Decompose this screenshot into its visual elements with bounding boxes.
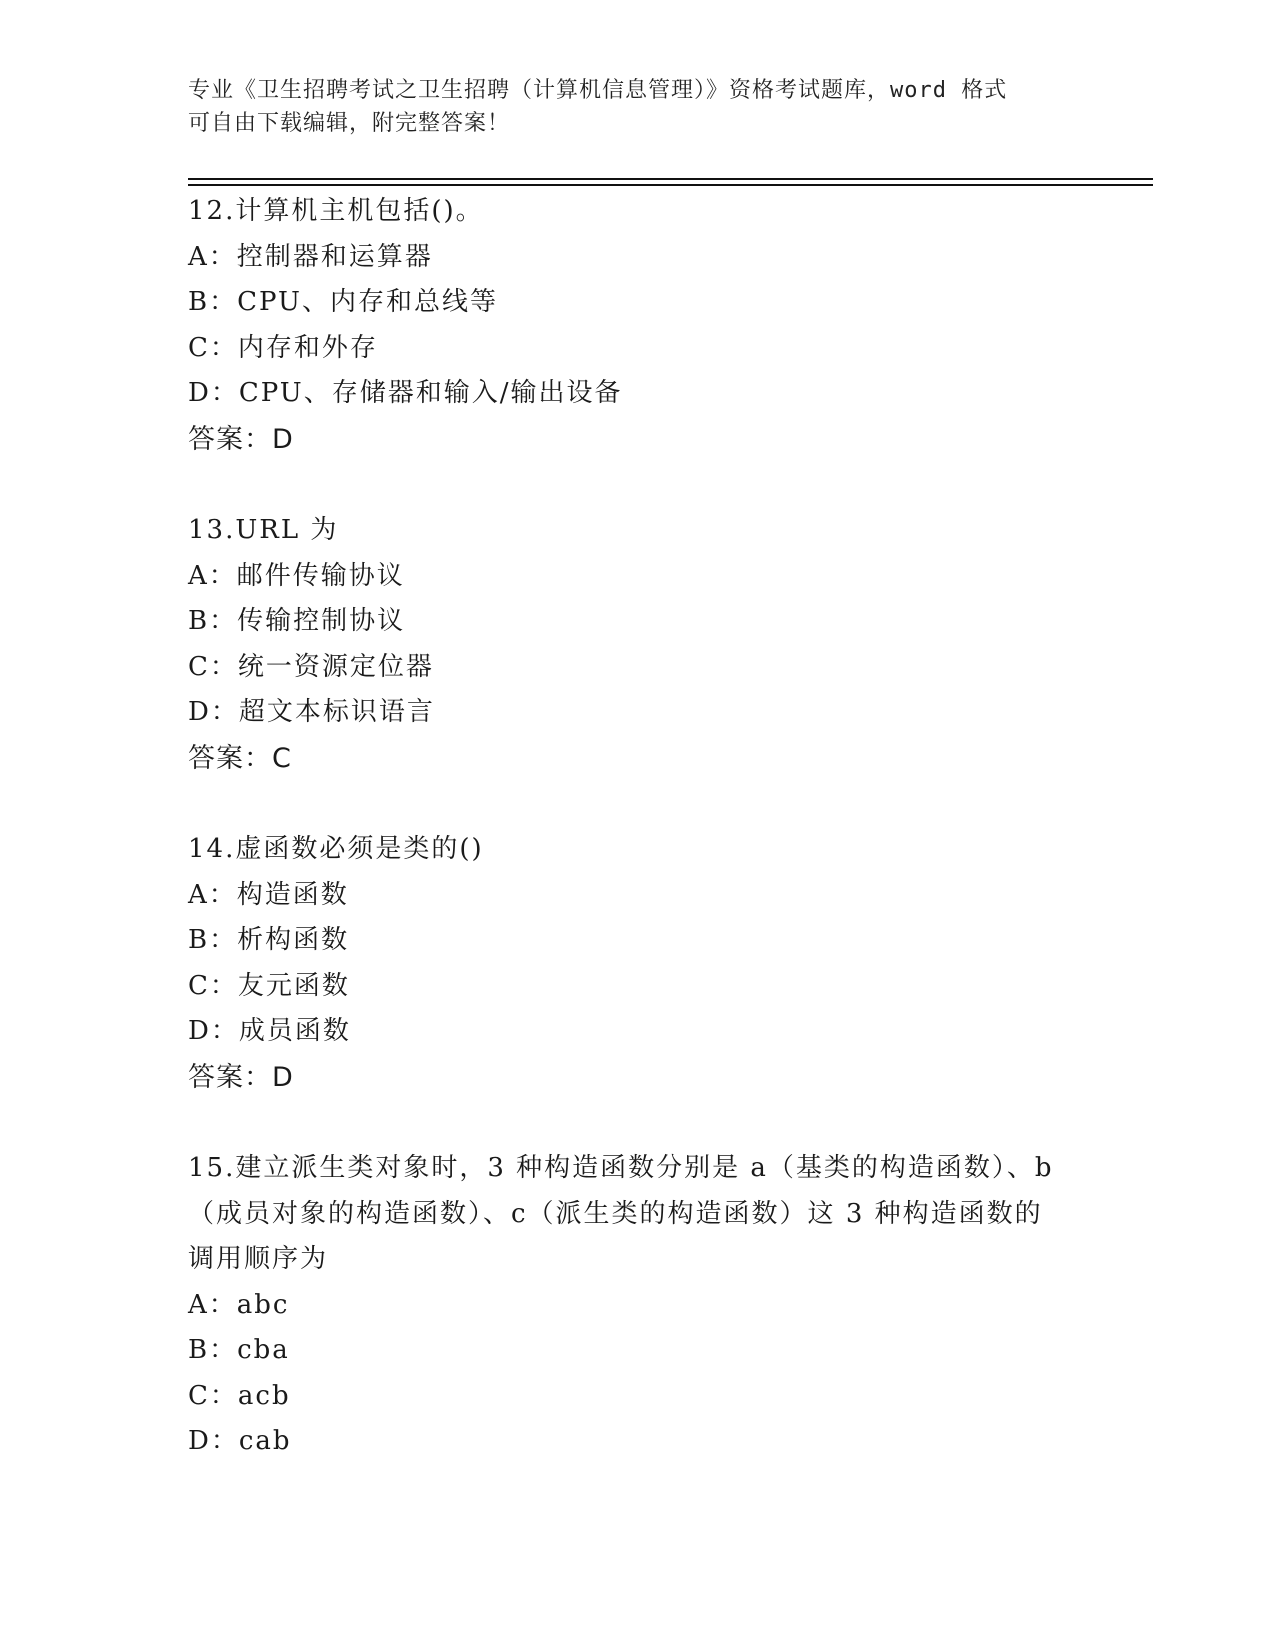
question-14: [188, 827, 1088, 1100]
option-d: D：cab: [188, 1426, 292, 1456]
header-line-1: 专业《卫生招聘考试之卫生招聘（计算机信息管理）》资格考试题库，word 格式: [188, 78, 1008, 103]
question-stem-line-1: 15.建立派生类对象时，3 种构造函数分别是 a（基类的构造函数）、b: [188, 1153, 1054, 1183]
option-c: C：统一资源定位器: [188, 651, 434, 682]
question-stem: 13.URL 为: [188, 515, 339, 545]
answer-label: 答案：C: [188, 742, 292, 774]
option-d: D：超文本标识语言: [188, 697, 435, 727]
question-stem-line-3: 调用顺序为: [188, 1244, 329, 1274]
answer-label: 答案：D: [188, 423, 294, 455]
option-c: C：友元函数: [188, 970, 350, 1001]
document-header: [188, 74, 1088, 140]
option-d: D：CPU、存储器和输入/输出设备: [188, 378, 623, 408]
option-b: B：CPU、内存和总线等: [188, 287, 498, 317]
header-line-2: 可自由下载编辑，附完整答案！: [188, 111, 511, 136]
question-stem: 14.虚函数必须是类的(): [188, 834, 484, 864]
option-a: A：abc: [188, 1289, 290, 1320]
question-stem-line-2: （成员对象的构造函数）、c（派生类的构造函数）这 3 种构造函数的: [188, 1198, 1043, 1229]
question-13: [188, 508, 1088, 781]
answer-label: 答案：D: [188, 1061, 294, 1093]
option-b: B：析构函数: [188, 925, 350, 955]
question-15: [188, 1146, 1088, 1465]
option-a: A：控制器和运算器: [188, 241, 433, 272]
option-c: C：acb: [188, 1380, 291, 1411]
option-d: D：成员函数: [188, 1016, 351, 1046]
question-12: [188, 189, 1088, 462]
option-b: B：传输控制协议: [188, 606, 406, 636]
option-a: A：邮件传输协议: [188, 560, 405, 591]
question-stem: 12.计算机主机包括()。: [188, 196, 484, 226]
header-divider-top: [188, 178, 1153, 180]
option-a: A：构造函数: [188, 879, 349, 910]
header-divider-bottom: [188, 184, 1153, 186]
option-c: C：内存和外存: [188, 332, 378, 363]
option-b: B：cba: [188, 1335, 290, 1365]
